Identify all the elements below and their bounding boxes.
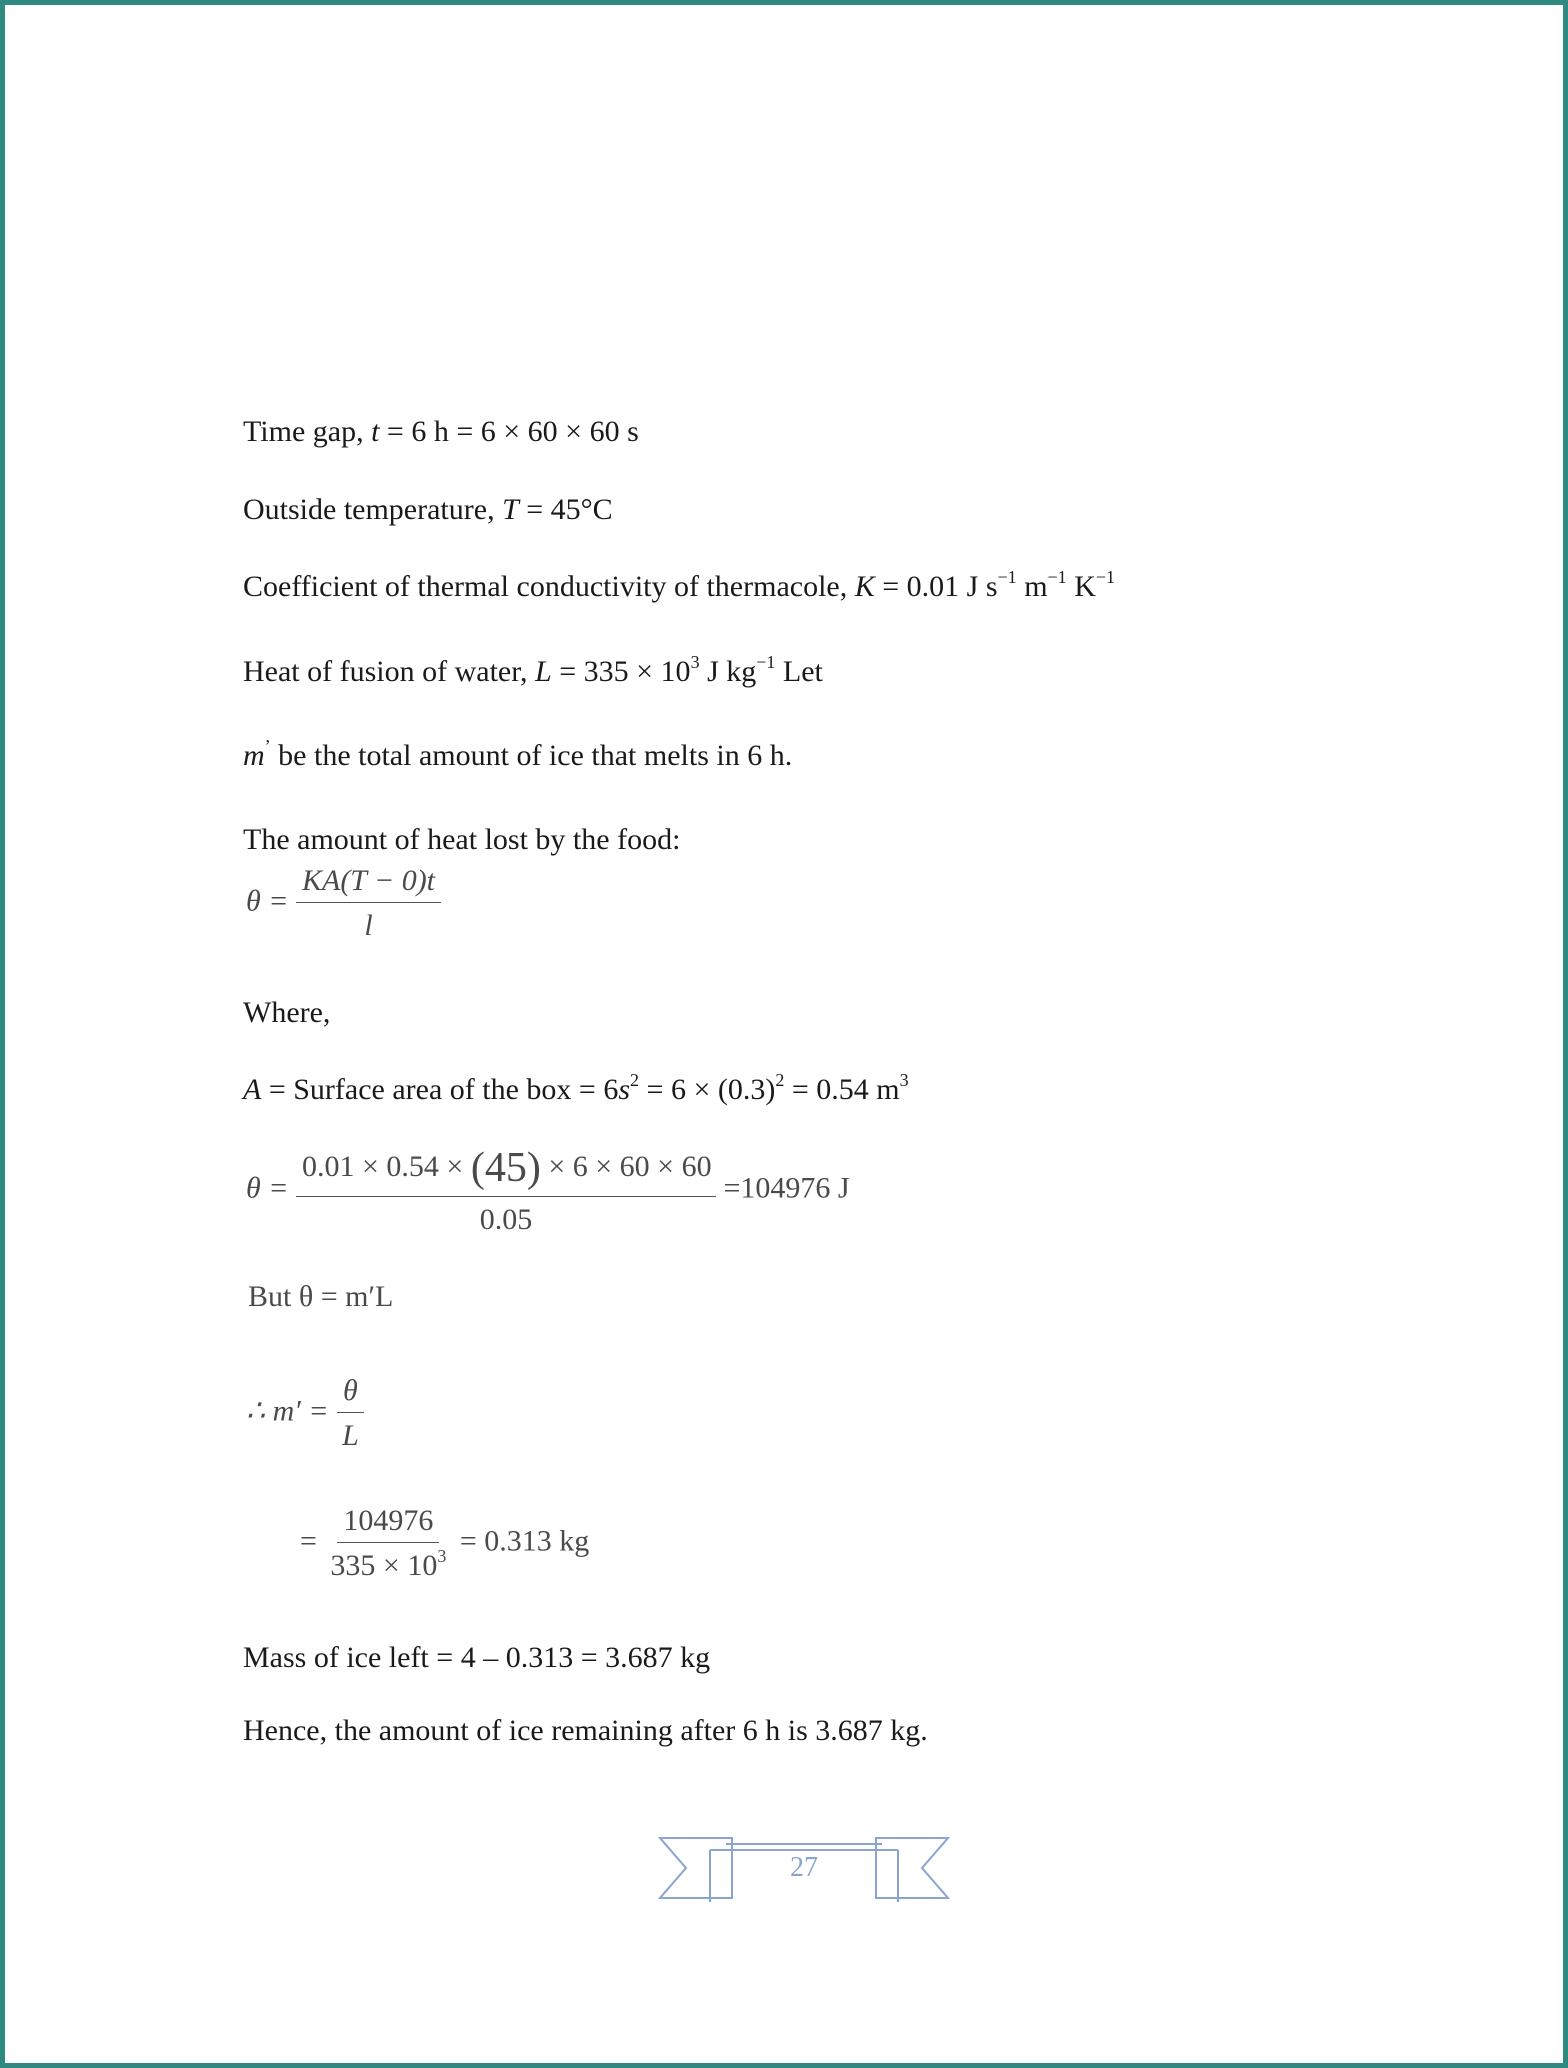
m-prime-line: m’ be the total amount of ice that melts in 6 h.: [243, 736, 793, 772]
outside-temperature-line: Outside temperature, T = 45°C: [243, 493, 613, 526]
heat-of-fusion-line: Heat of fusion of water, $L = 335 \times 10^3$ J $kg^{-1}$ Let: [243, 652, 823, 688]
theta-calculation-equation: θ = $\frac{0.01 \times 0.54 \times (45) \times 6 \times 60 \times 60}{0.05}$ =104976 J: [246, 1145, 850, 1236]
surface-area-line: A = Surface area of the box = $6s^2 = 6 \times (0.3)^2 = 0.54$ $m^3$: [243, 1070, 909, 1106]
final-result-equation: = $\frac{104976}{335 \times 10^3}$ = 0.313 kg: [300, 1504, 590, 1582]
page-footer: [656, 1832, 952, 1912]
time-gap-line: Time gap, t = 6 h = 6 × 60 × 60 s: [243, 415, 639, 448]
where-line: Where,: [243, 996, 331, 1029]
mass-left-line: Mass of ice left = 4 – 0.313 = 3.687 kg: [243, 1641, 711, 1674]
but-equation: But θ = m′L: [248, 1280, 394, 1313]
conductivity-line: Coefficient of thermal conductivity of thermacole, K = 0.01 J $s^{-1}$ $m^{-1}$ $K^{-1}$: [243, 567, 1116, 603]
conclusion-line: Hence, the amount of ice remaining after 6 h is 3.687 kg.: [243, 1714, 928, 1747]
heat-lost-line: The amount of heat lost by the food:: [243, 823, 681, 856]
page-number: 27: [790, 1852, 818, 1883]
theta-definition-equation: θ = $\frac{KA(T - 0)t}{l}$: [246, 864, 441, 943]
therefore-equation: ∴ m′ = $\frac{\theta}{L}$: [246, 1374, 365, 1453]
